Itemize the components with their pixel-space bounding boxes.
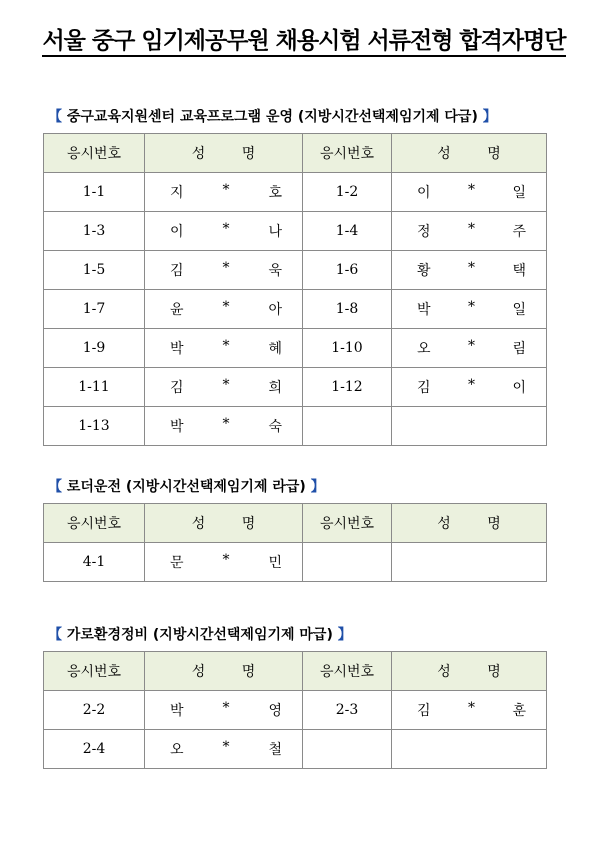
name-char: 영: [268, 703, 282, 719]
header-label: 응시번호: [319, 146, 375, 162]
name-mask: *: [468, 182, 475, 198]
applicant-name-cell: [145, 329, 303, 368]
table-row: [44, 543, 547, 582]
name-char: 박: [170, 341, 184, 357]
table-header-row: [44, 134, 547, 173]
exam-number-cell: [303, 730, 392, 769]
masked-name: [145, 416, 302, 436]
applicant-name-cell: [392, 251, 547, 290]
section-heading-3: [48, 624, 352, 644]
masked-name: [392, 299, 546, 319]
name-char: 박: [170, 703, 184, 719]
name-char: 혜: [268, 341, 282, 357]
table-row: [44, 730, 547, 769]
name-mask: *: [222, 552, 230, 568]
applicant-name-cell: [145, 543, 303, 582]
header-name: [145, 134, 303, 173]
name-char: 희: [268, 380, 282, 396]
header-exam-number: [303, 134, 392, 173]
section-heading-2: [48, 476, 325, 496]
name-mask: *: [468, 299, 475, 315]
name-char: 김: [417, 380, 431, 396]
masked-name: [145, 739, 302, 759]
result-table-loader: [43, 503, 547, 582]
page-title: [0, 22, 608, 55]
header-label: 성 명: [191, 516, 272, 532]
name-char: 김: [170, 263, 184, 279]
table-row: [44, 329, 547, 368]
name-mask: *: [222, 260, 230, 276]
header-name: [145, 652, 303, 691]
name-char: 일: [512, 185, 526, 201]
header-label: 응시번호: [319, 664, 375, 680]
name-mask: *: [222, 739, 230, 755]
header-label: 응시번호: [319, 516, 375, 532]
page-title-text: 서울 중구 임기제공무원 채용시험 서류전형 합격자명단: [42, 28, 565, 57]
applicant-name-cell: [392, 543, 547, 582]
name-char: 림: [512, 341, 526, 357]
table-row: [44, 212, 547, 251]
applicant-name-cell: [145, 290, 303, 329]
name-char: 윤: [170, 302, 184, 318]
name-mask: *: [222, 338, 230, 354]
bracket-close: 】: [310, 479, 325, 495]
name-mask: *: [222, 700, 230, 716]
bracket-close: 】: [337, 627, 352, 643]
masked-name: [145, 260, 302, 280]
name-mask: *: [468, 700, 475, 716]
name-char: 일: [512, 302, 526, 318]
name-char: 철: [268, 742, 282, 758]
masked-name: [145, 700, 302, 720]
applicant-name-cell: [392, 212, 547, 251]
applicant-name-cell: [145, 407, 303, 446]
masked-name: [145, 338, 302, 358]
name-mask: *: [222, 299, 230, 315]
header-label: 성 명: [191, 664, 272, 680]
header-exam-number: [303, 652, 392, 691]
section-heading-text: 로더운전 (지방시간선택제임기제 라급): [66, 479, 306, 495]
masked-name: [145, 221, 302, 241]
applicant-name-cell: [392, 730, 547, 769]
applicant-name-cell: [392, 368, 547, 407]
table-row: [44, 368, 547, 407]
name-mask: *: [222, 377, 230, 393]
applicant-name-cell: [145, 730, 303, 769]
table-row: [44, 173, 547, 212]
header-exam-number: [44, 504, 145, 543]
result-table-street: [43, 651, 547, 769]
name-char: 황: [417, 263, 431, 279]
exam-number-cell: 1-12: [303, 368, 392, 407]
masked-name: [392, 260, 546, 280]
exam-number-cell: 1-11: [44, 368, 145, 407]
exam-number-cell: 1-8: [303, 290, 392, 329]
name-mask: *: [222, 182, 230, 198]
bracket-open: 【: [48, 479, 62, 495]
name-char: 욱: [268, 263, 282, 279]
name-char: 오: [417, 341, 431, 357]
masked-name: [392, 700, 546, 720]
header-name: [392, 504, 547, 543]
exam-number-cell: 1-10: [303, 329, 392, 368]
name-char: 이: [417, 185, 431, 201]
applicant-name-cell: [392, 290, 547, 329]
name-char: 문: [170, 555, 184, 571]
table-header-row: [44, 652, 547, 691]
applicant-name-cell: [145, 212, 303, 251]
name-char: 오: [170, 742, 184, 758]
exam-number-cell: 1-4: [303, 212, 392, 251]
name-mask: *: [222, 416, 230, 432]
section-heading-text: 중구교육지원센터 교육프로그램 운영 (지방시간선택제임기제 다급): [66, 109, 478, 125]
masked-name: [145, 299, 302, 319]
exam-number-cell: 1-2: [303, 173, 392, 212]
name-mask: *: [468, 377, 475, 393]
name-char: 나: [268, 224, 282, 240]
exam-number-cell: 2-2: [44, 691, 145, 730]
header-name: [392, 134, 547, 173]
name-char: 훈: [512, 703, 526, 719]
name-char: 이: [170, 224, 184, 240]
name-char: 숙: [268, 419, 282, 435]
header-name: [145, 504, 303, 543]
masked-name: [392, 377, 546, 397]
applicant-name-cell: [145, 251, 303, 290]
exam-number-cell: [303, 543, 392, 582]
header-exam-number: [303, 504, 392, 543]
name-char: 정: [417, 224, 431, 240]
header-exam-number: [44, 134, 145, 173]
header-label: 응시번호: [66, 146, 122, 162]
name-char: 호: [268, 185, 282, 201]
exam-number-cell: 1-7: [44, 290, 145, 329]
name-mask: *: [468, 221, 475, 237]
exam-number-cell: 1-5: [44, 251, 145, 290]
applicant-name-cell: [145, 368, 303, 407]
table-header-row: [44, 504, 547, 543]
name-char: 박: [170, 419, 184, 435]
name-char: 아: [268, 302, 282, 318]
name-char: 주: [512, 224, 526, 240]
name-char: 민: [268, 555, 282, 571]
header-label: 응시번호: [66, 664, 122, 680]
exam-number-cell: 2-3: [303, 691, 392, 730]
header-name: [392, 652, 547, 691]
bracket-open: 【: [48, 627, 62, 643]
masked-name: [145, 377, 302, 397]
name-char: 지: [170, 185, 184, 201]
bracket-close: 】: [482, 109, 497, 125]
name-char: 이: [512, 380, 526, 396]
masked-name: [145, 552, 302, 572]
applicant-name-cell: [392, 329, 547, 368]
exam-number-cell: 4-1: [44, 543, 145, 582]
applicant-name-cell: [392, 407, 547, 446]
exam-number-cell: 1-3: [44, 212, 145, 251]
header-exam-number: [44, 652, 145, 691]
table-row: [44, 290, 547, 329]
name-char: 택: [512, 263, 526, 279]
name-char: 김: [170, 380, 184, 396]
applicant-name-cell: [145, 691, 303, 730]
applicant-name-cell: [145, 173, 303, 212]
header-label: 성 명: [437, 664, 517, 680]
exam-number-cell: 1-6: [303, 251, 392, 290]
table-row: [44, 407, 547, 446]
header-label: 성 명: [437, 516, 517, 532]
name-mask: *: [222, 221, 230, 237]
masked-name: [392, 338, 546, 358]
exam-number-cell: 1-9: [44, 329, 145, 368]
section-heading-text: 가로환경정비 (지방시간선택제임기제 마급): [66, 627, 333, 643]
name-mask: *: [468, 338, 475, 354]
exam-number-cell: 2-4: [44, 730, 145, 769]
applicant-name-cell: [392, 691, 547, 730]
exam-number-cell: 1-13: [44, 407, 145, 446]
table-row: [44, 251, 547, 290]
exam-number-cell: [303, 407, 392, 446]
masked-name: [392, 221, 546, 241]
exam-number-cell: 1-1: [44, 173, 145, 212]
name-mask: *: [468, 260, 475, 276]
name-char: 김: [417, 703, 431, 719]
result-table-education: [43, 133, 547, 446]
bracket-open: 【: [48, 109, 62, 125]
applicant-name-cell: [392, 173, 547, 212]
header-label: 응시번호: [66, 516, 122, 532]
masked-name: [392, 182, 546, 202]
table-row: [44, 691, 547, 730]
masked-name: [145, 182, 302, 202]
header-label: 성 명: [191, 146, 272, 162]
header-label: 성 명: [437, 146, 517, 162]
name-char: 박: [417, 302, 431, 318]
section-heading-1: [48, 106, 497, 126]
